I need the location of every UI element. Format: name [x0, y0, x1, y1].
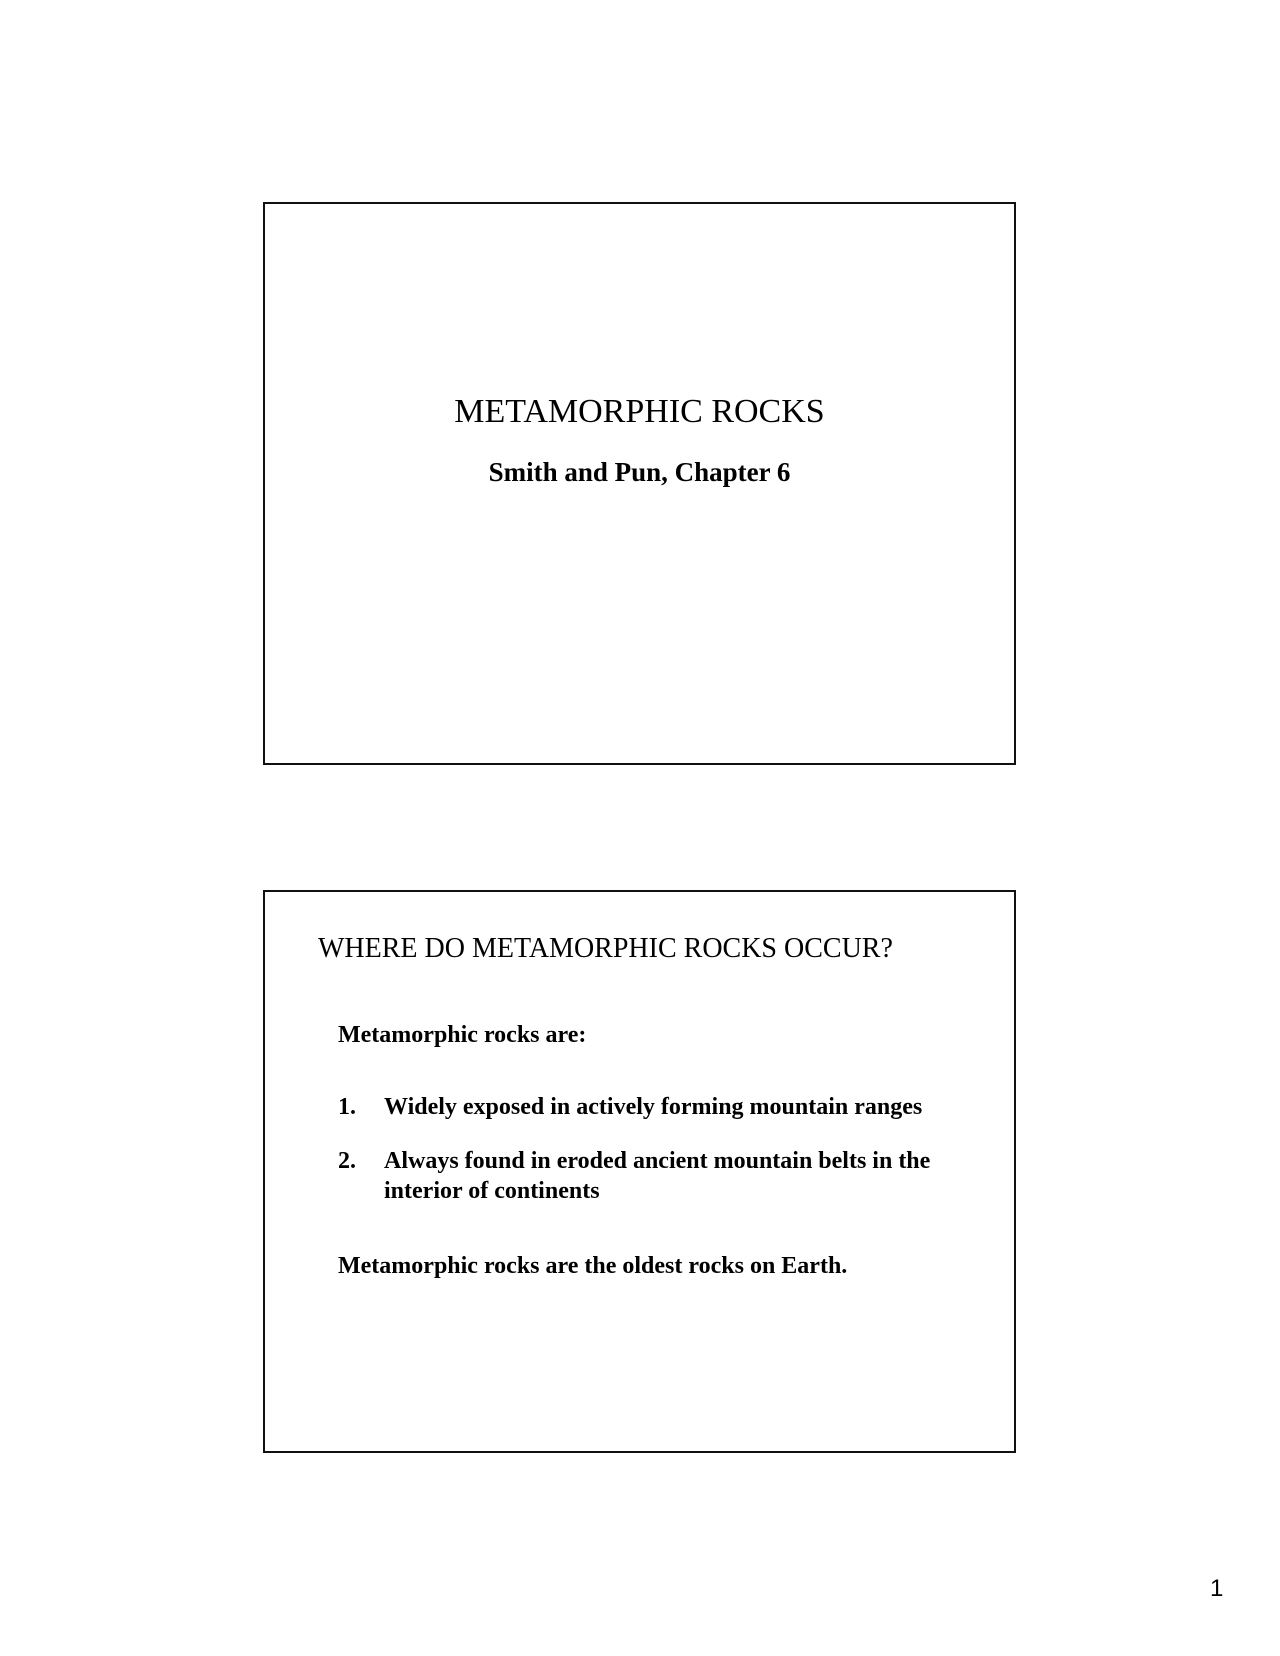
slide-title: METAMORPHIC ROCKS	[454, 393, 825, 430]
list-item	[338, 1092, 964, 1122]
list-number: 1.	[338, 1094, 356, 1120]
intro-text: Metamorphic rocks are:	[338, 1022, 587, 1048]
page-number: 1	[1210, 1575, 1224, 1602]
slide-2-frame	[263, 890, 1016, 1453]
numbered-list	[338, 1092, 964, 1230]
list-text: Widely exposed in actively forming mountain ranges	[384, 1094, 923, 1120]
list-text: Always found in eroded ancient mountain belts in the interior of continents	[384, 1148, 931, 1204]
list-item	[338, 1146, 964, 1206]
list-number: 2.	[338, 1148, 356, 1174]
closing-statement: Metamorphic rocks are the oldest rocks on Earth.	[338, 1253, 848, 1279]
slide-subtitle: Smith and Pun, Chapter 6	[488, 457, 791, 487]
slide-heading: WHERE DO METAMORPHIC ROCKS OCCUR?	[318, 933, 893, 964]
slide-1-frame	[263, 202, 1016, 765]
